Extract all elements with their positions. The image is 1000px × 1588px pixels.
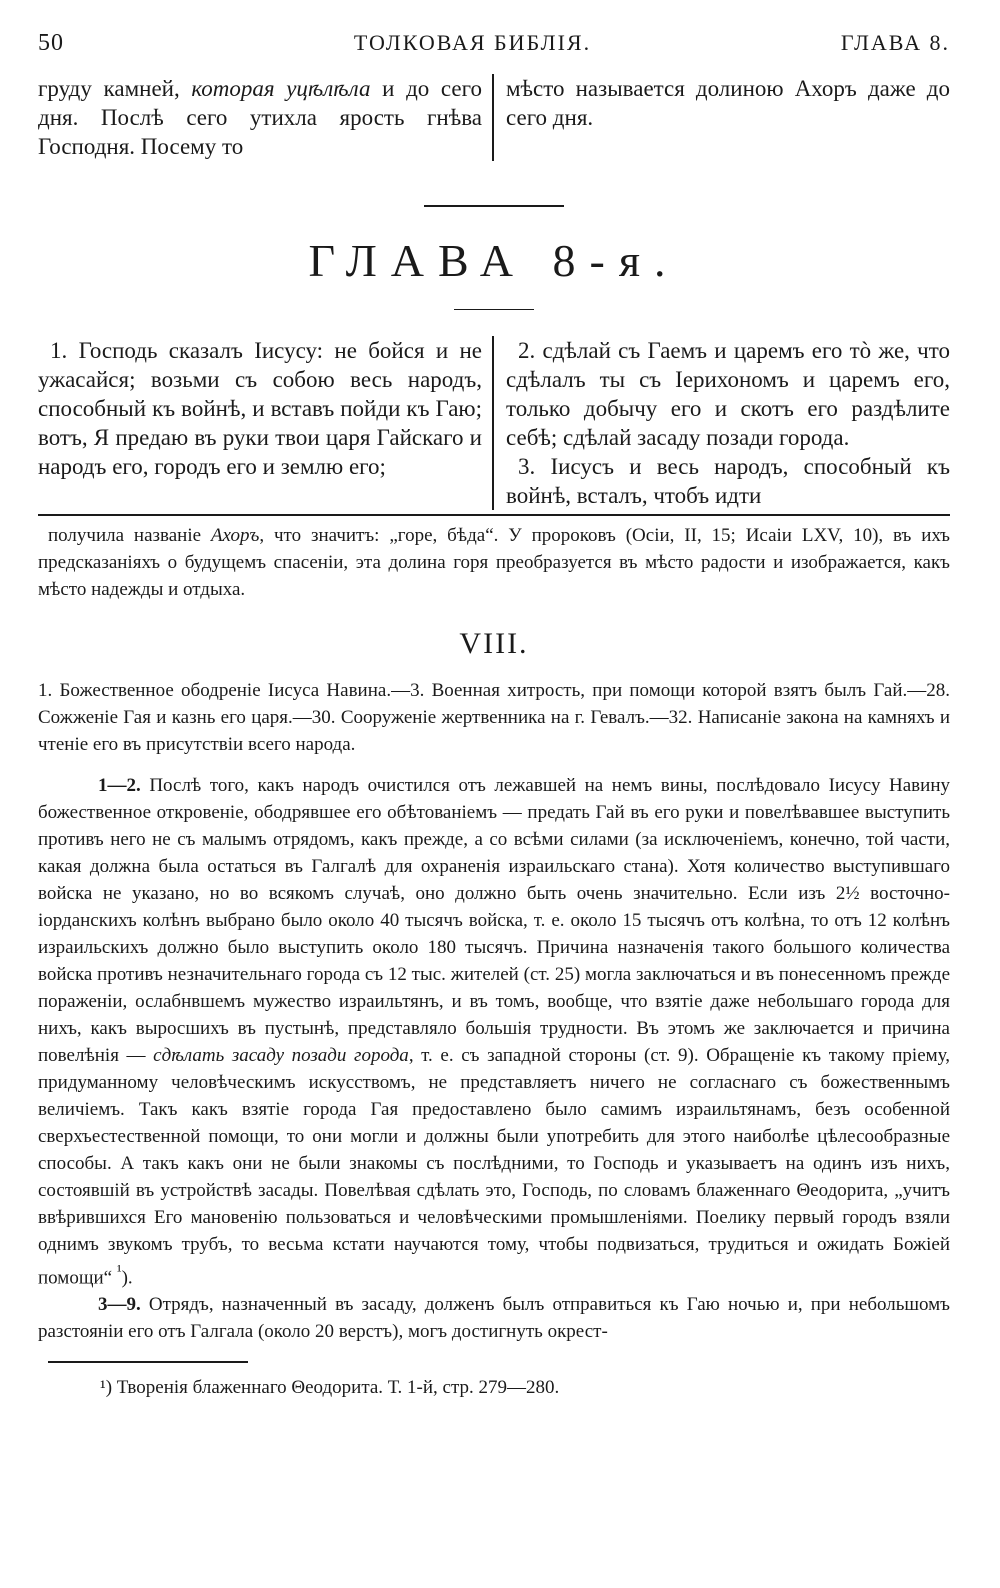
verse-2: 2. сдѣлай съ Гаемъ и царемъ его тò же, что сдѣлалъ ты съ Іерихономъ и царемъ его, только добычу его и скотъ его раздѣлите себѣ; сдѣлай засаду позади города.	[506, 338, 950, 450]
verses-left-column	[38, 336, 494, 510]
chapter-title: ГЛАВА 8-я.	[308, 235, 680, 286]
note-text: , что значитъ: „горе, бѣда“. У пророковъ (Осіи, II, 15; Исаіи LXV, 10), въ ихъ предсказаніяхъ о будущемъ спасеніи, эта долина горя преобразуется въ мѣсто радости и изображается, какъ мѣсто надежды и отдыха.	[38, 525, 950, 600]
scripture-verses	[38, 336, 950, 510]
commentary-italic: сдѣлать засаду позади города	[153, 1045, 409, 1066]
verse-range: 3—9.	[98, 1294, 141, 1316]
commentary-text: Послѣ того, какъ народъ очистился отъ лежавшей на немъ вины, послѣдовало Іисусу Навину божественное откровеніе, ободрявшее его обѣтованіемъ — предать Гай въ его руки и повелѣвавшее выступить противъ него не съ малымъ отрядомъ, какъ прежде, а со всѣми силами (за исключеніемъ, конечно, той части, какая должна была остаться въ Галгалѣ для охраненія израильскаго стана). Хотя количество выступившаго войска не указано, но во всякомъ случаѣ, оно должно быть очень значительно. Если изъ 2½ восточно-іорданскихъ колѣнъ выбрано было около 40 тысячъ войска, т. е. около 15 тысячъ отъ колѣна, то отъ 12 колѣнъ израильскихъ должно было выступить около 180 тысячъ. Причина назначенія такого большого количества войска противъ незначительнаго города съ 12 тыс. жителей (ст. 25) могла заключаться и въ понесенномъ прежде пораженіи, ослабнвшемъ мужество израильтянъ, и въ томъ, вообще, что взятіе даже небольшаго города для нихъ, какъ выросшихъ въ пустынѣ, представляло большія трудности. Въ этомъ же заключается и причина повелѣнія —	[38, 775, 950, 1066]
previous-text-part: и до сего дня. Послѣ сего утихла ярость гнѣва Господня. Посему то	[38, 76, 482, 159]
note-text: получила названіе	[48, 525, 211, 546]
commentary-text: , т. е. съ западной стороны (ст. 9). Обращеніе къ такому пріему, придуманному человѣческимъ искусствомъ, не представляетъ ничего не согласнаго съ божественнымъ величіемъ. Такъ какъ взятіе города Гая предоставлено было самимъ израильтянамъ, безъ особенной сверхъестественной помощи, то они могли и должны были употребить для этого наиболѣе цѣлесообразные способы. А такъ какъ они не были знакомы съ послѣдними, то Господь и указываетъ на одинъ изъ нихъ, состоявшій въ устройствѣ засады. Повелѣвая сдѣлать это, Господь, по словамъ блаженнаго Θеодорита, „учитъ ввѣрившихся Его мановенію пользоваться и человѣческими промышленіями. Поелику первый городъ взяли однимъ звукомъ трубъ, то весьма кстати научаются тому, чтобы подвизаться, трудиться и ожидать Божіей помощи“	[38, 1045, 950, 1289]
footnote: ¹) Творенія блаженнаго Θеодорита. Т. 1-й, стр. 279—280.	[100, 1377, 560, 1399]
chapter-divider	[424, 205, 564, 207]
previous-text-italic: которая уцѣлѣла	[191, 76, 371, 101]
section-summary: 1. Божественное ободреніе Іисуса Навина.—3. Военная хитрость, при помощи которой взятъ былъ Гай.—28. Сожженіе Гая и казнь его царя.—30. Сооруженіе жертвенника на г. Гевалъ.—32. Написаніе закона на камняхъ и чтеніе его въ присутствіи всего народа.	[38, 680, 950, 755]
book-page	[38, 30, 950, 1399]
commentary-text: Отрядъ, назначенный въ засаду, долженъ былъ отправиться къ Гаю ночью и, при небольшомъ разстояніи его отъ Галгала (около 20 верстъ), могъ достигнуть окрест-	[38, 1294, 950, 1343]
chapter-title-divider	[454, 309, 534, 310]
commentary-text: ).	[121, 1267, 133, 1289]
commentary-paragraph	[38, 772, 950, 1291]
note-italic: Ахоръ	[210, 525, 260, 546]
footnote-marker[interactable]: ¹	[116, 1263, 122, 1280]
section-number: VIII.	[459, 627, 529, 660]
running-title: ТОЛКОВАЯ БИБЛІЯ.	[353, 30, 592, 55]
footnote-divider	[48, 1361, 248, 1363]
verses-commentary-divider	[38, 514, 950, 516]
previous-chapter-right-column: мѣсто называется долиною Ахоръ даже до сего дня.	[506, 76, 950, 130]
verses-right-column	[494, 336, 950, 510]
previous-commentary-continuation	[38, 522, 950, 603]
verse-3: 3. Іисусъ и весь народъ, способный къ войнѣ, всталъ, чтобъ идти	[506, 454, 950, 508]
running-header	[38, 30, 950, 74]
previous-chapter-left-column	[38, 74, 494, 161]
verse-range: 1—2.	[98, 775, 141, 796]
commentary-paragraph	[38, 1291, 950, 1345]
chapter-reference: ГЛАВА 8.	[840, 30, 950, 55]
page-number: 50	[38, 30, 64, 56]
commentary-body	[38, 772, 950, 1345]
previous-text-part: груду камней,	[38, 76, 192, 101]
previous-chapter-ending	[38, 74, 950, 161]
verse-1: 1. Господь сказалъ Іисусу: не бойся и не ужасайся; возьми съ собою весь народъ, способный къ войнѣ, и вставъ пойди къ Гаю; вотъ, Я предаю въ руки твои царя Гайскаго и народъ его, городъ его и землю его;	[38, 338, 482, 479]
